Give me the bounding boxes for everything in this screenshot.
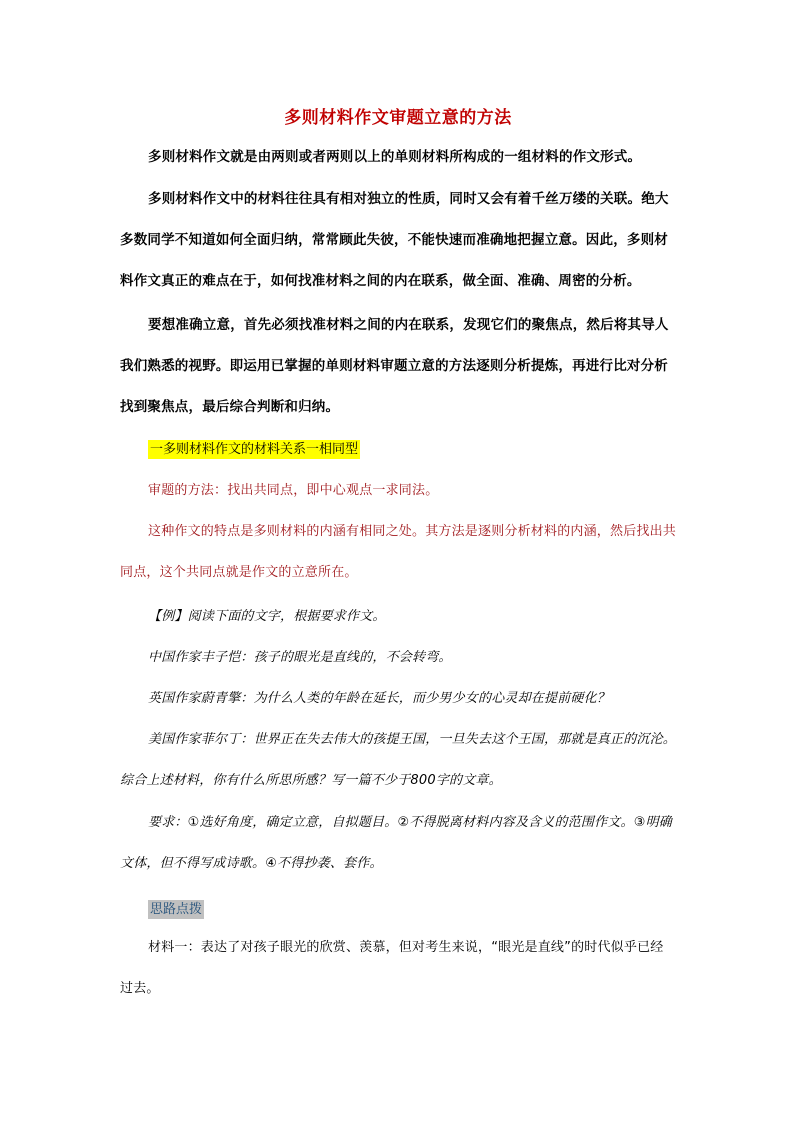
method-line: 审题的方法：找出共同点，即中心观点一求同法。 (148, 483, 439, 498)
intro-paragraph: 多则材料作文就是由两则或者两则以上的单则材料所构成的一组材料的作文形式。 (148, 149, 642, 165)
example-quote-3: 美国作家菲尔丁：世界正在失去伟大的孩提王国，一旦失去这个王国，那就是真正的沉沦。综合上述材料，你有什么所思所感？写一篇不少于800字的文章。 (120, 732, 677, 788)
method-description: 这种作文的特点是多则材料的内涵有相同之处。其方法是逐则分析材料的内涵，然后找出共同点，这个共同点就是作文的立意所在。 (120, 524, 677, 580)
example-quote-1: 中国作家丰子恺：孩子的眼光是直线的，不会转弯。 (148, 650, 452, 665)
section-heading-text: 一多则材料作文的材料关系一相同型 (150, 442, 359, 457)
hint-heading (148, 898, 204, 917)
section-heading (148, 438, 360, 457)
example-intro: 【例】阅读下面的文字，根据要求作文。 (148, 609, 386, 624)
material-1-analysis: 材料一：表达了对孩子眼光的欣赏、羡慕，但对考生来说，“眼光是直线”的时代似乎已经过去。 (120, 940, 664, 996)
paragraph-relationship: 多则材料作文中的材料往往具有相对独立的性质，同时又会有着千丝万缕的关联。绝大多数同学不知道如何全面归纳，常常顾此失彼，不能快速而准确地把握立意。因此，多则材料作文真正的难点在于，如何找准材料之间的内在联系，做全面、准确、周密的分析。 (120, 191, 669, 289)
paragraph-approach: 要想准确立意，首先必须找准材料之间的内在联系，发现它们的聚焦点，然后将其导人我们熟悉的视野。即运用已掌握的单则材料审题立意的方法逐则分析提炼，再进行比对分析找到聚焦点，最后综合判断和归纳。 (120, 317, 669, 415)
document-title: 多则材料作文审题立意的方法 (284, 108, 512, 128)
example-quote-2: 英国作家蔚青擎：为什么人类的年龄在延长，而少男少女的心灵却在提前硬化？ (148, 691, 611, 706)
example-requirements: 要求：①选好角度，确定立意，自拟题目。②不得脱离材料内容及含义的范围作文。③明确文体，但不得写成诗歌。④不得抄袭、套作。 (120, 815, 672, 871)
hint-label: 思路点拨 (150, 902, 203, 917)
